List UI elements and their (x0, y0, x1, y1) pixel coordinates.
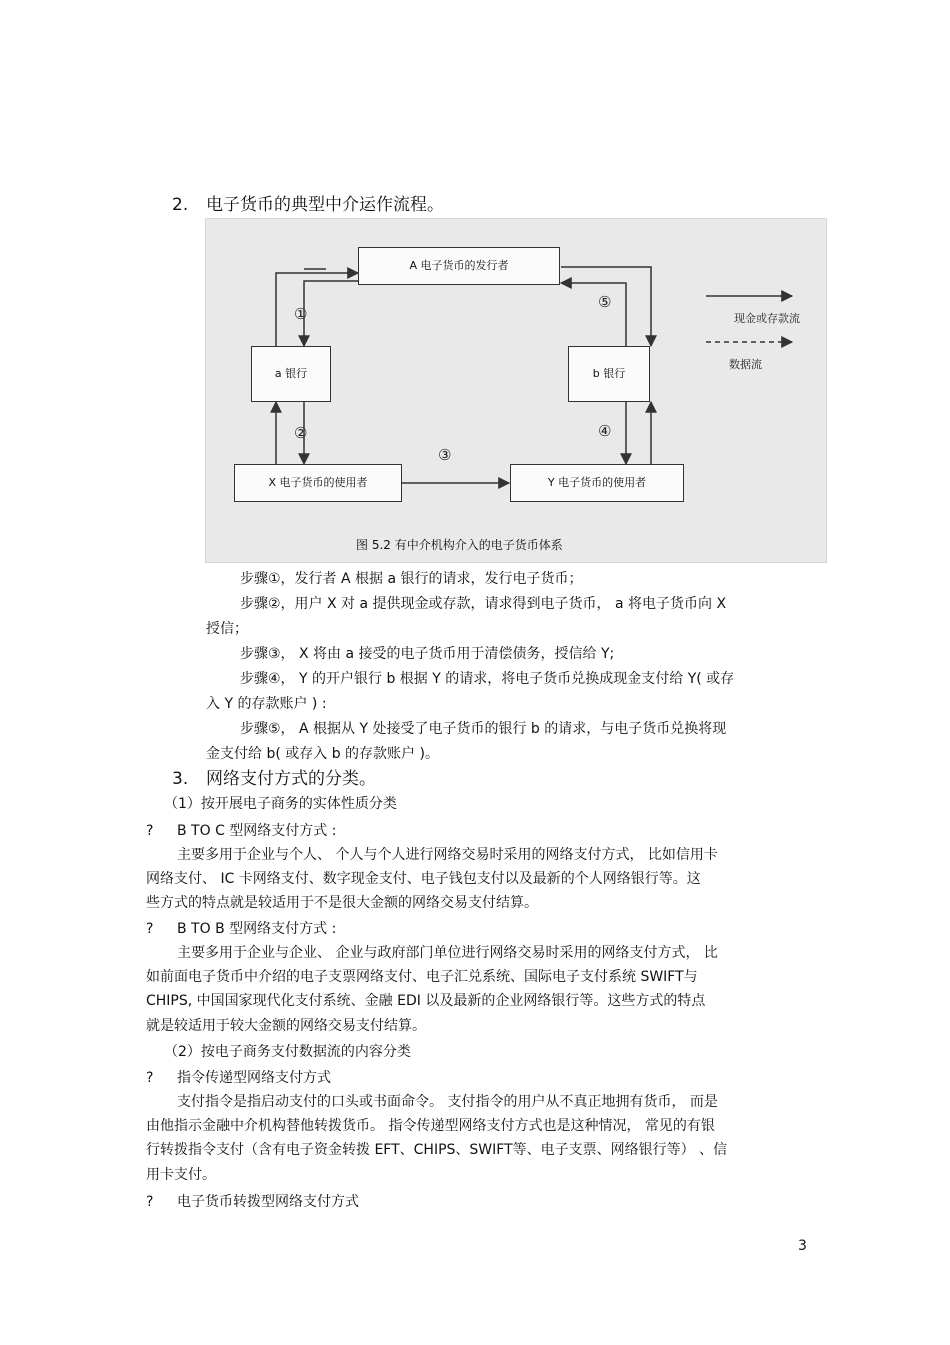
subsection-heading: （1）按开展电子商务的实体性质分类 (164, 796, 397, 812)
figure-electronic-money-system (205, 218, 827, 563)
bullet-icon: ? (146, 823, 154, 839)
paragraph-line: 用卡支付。 (146, 1167, 216, 1183)
item-title: B TO C 型网络支付方式 : (177, 823, 337, 839)
item-title: B TO B 型网络支付方式 : (177, 921, 337, 937)
step-2: 步骤②，用户 X 对 a 提供现金或存款，请求得到电子货币， a 将电子货币向 X (240, 596, 727, 612)
figure-caption: 图 5.2 有中介机构介入的电子货币体系 (356, 538, 563, 552)
step-marker-2: ② (294, 424, 308, 442)
box-user-x: X 电子货币的使用者 (234, 464, 402, 502)
paragraph-line: 行转拨指令支付（含有电子资金转拨 EFT、CHIPS、SWIFT等、电子支票、网络银行等） 、信 (146, 1142, 728, 1158)
step-4-cont: 入 Y 的存款账户 ) : (206, 696, 327, 712)
page-number: 3 (798, 1238, 807, 1254)
paragraph-line: 就是较适用于较大金额的网络交易支付结算。 (146, 1018, 426, 1034)
subsection-heading: （2）按电子商务支付数据流的内容分类 (164, 1044, 411, 1060)
paragraph-line: 主要多用于企业与企业、 企业与政府部门单位进行网络交易时采用的网络支付方式， 比 (177, 945, 718, 961)
step-4: 步骤④， Y 的开户银行 b 根据 Y 的请求，将电子货币兑换成现金支付给 Y( 或存 (240, 671, 735, 687)
bullet-icon: ? (146, 921, 154, 937)
item-title: 指令传递型网络支付方式 (177, 1070, 331, 1086)
paragraph-line: 网络支付、 IC 卡网络支付、数字现金支付、电子钱包支付以及最新的个人网络银行等。这 (146, 871, 701, 887)
paragraph-line: 支付指令是指启动支付的口头或书面命令。 支付指令的用户从不真正地拥有货币， 而是 (177, 1094, 718, 1110)
bullet-icon: ? (146, 1194, 154, 1210)
section-number: 3. (172, 769, 189, 789)
section-heading: 电子货币的典型中介运作流程。 (206, 195, 444, 215)
box-bank-a: a 银行 (251, 346, 331, 402)
section-number: 2. (172, 195, 189, 215)
bullet-icon: ? (146, 1070, 154, 1086)
box-issuer-a: A 电子货币的发行者 (358, 247, 560, 285)
step-1: 步骤①，发行者 A 根据 a 银行的请求，发行电子货币； (240, 571, 583, 587)
paragraph-line: 如前面电子货币中介绍的电子支票网络支付、电子汇兑系统、国际电子支付系统 SWIFT与 (146, 969, 698, 985)
paragraph-line: CHIPS, 中国国家现代化支付系统、金融 EDI 以及最新的企业网络银行等。这些方式的特点 (146, 993, 706, 1009)
step-5-cont: 金支付给 b( 或存入 b 的存款账户 )。 (206, 746, 439, 762)
legend-cash-flow: 现金或存款流 (734, 312, 800, 325)
step-3: 步骤③， X 将由 a 接受的电子货币用于清偿债务，授信给 Y; (240, 646, 615, 662)
step-5: 步骤⑤， A 根据从 Y 处接受了电子货币的银行 b 的请求，与电子货币兑换将现 (240, 721, 727, 737)
box-user-y: Y 电子货币的使用者 (510, 464, 684, 502)
box-bank-b: b 银行 (568, 346, 650, 402)
step-2-cont: 授信； (206, 621, 248, 637)
step-marker-4: ④ (598, 422, 612, 440)
step-marker-1: ① (294, 305, 308, 323)
step-marker-5: ⑤ (598, 293, 612, 311)
legend-data-flow: 数据流 (729, 358, 762, 371)
step-marker-3: ③ (438, 446, 452, 464)
paragraph-line: 些方式的特点就是较适用于不是很大金额的网络交易支付结算。 (146, 895, 538, 911)
paragraph-line: 由他指示金融中介机构替他转拨货币。 指令传递型网络支付方式也是这种情况， 常见的有银 (146, 1118, 715, 1134)
item-title: 电子货币转拨型网络支付方式 (177, 1194, 359, 1210)
paragraph-line: 主要多用于企业与个人、 个人与个人进行网络交易时采用的网络支付方式， 比如信用卡 (177, 847, 718, 863)
section-heading: 网络支付方式的分类。 (206, 769, 376, 789)
